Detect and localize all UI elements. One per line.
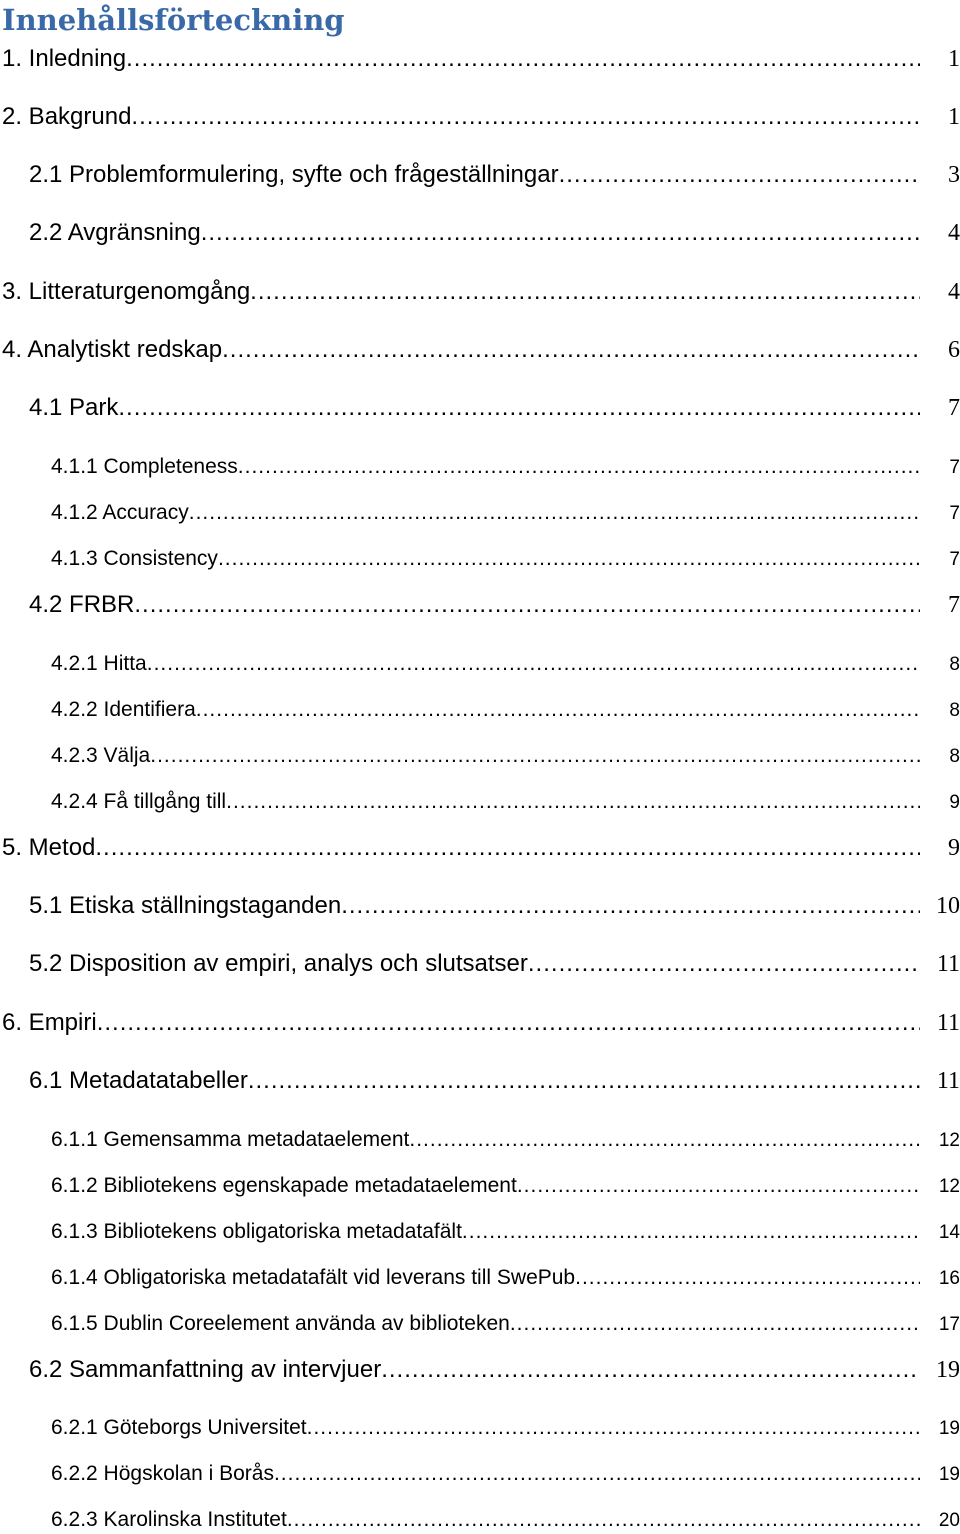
toc-title: Innehållsförteckning bbox=[2, 3, 345, 37]
toc-dot-leader bbox=[218, 546, 920, 572]
toc-dot-leader bbox=[238, 454, 920, 480]
toc-entry[interactable] bbox=[0, 697, 960, 724]
toc-dot-leader bbox=[131, 102, 920, 132]
toc-entry-page-number: 19 bbox=[938, 1464, 960, 1485]
toc-entry-label: 4. Analytiskt redskap bbox=[2, 336, 223, 363]
toc-dot-leader bbox=[97, 1008, 920, 1038]
toc-entry-label: 3. Litteraturgenomgång bbox=[2, 278, 251, 305]
toc-entry-label: 2.1 Problemformulering, syfte och frågeställningar bbox=[29, 161, 559, 188]
toc-entry-label: 6.1.4 Obligatoriska metadatafält vid leverans till SwePub bbox=[51, 1266, 576, 1289]
toc-entry-page-number: 7 bbox=[948, 395, 960, 421]
toc-dot-leader bbox=[150, 743, 920, 769]
toc-dot-leader bbox=[134, 590, 920, 620]
toc-entry-label: 1. Inledning bbox=[2, 45, 127, 72]
toc-dot-leader bbox=[341, 891, 920, 921]
toc-entry-page-number: 12 bbox=[938, 1176, 960, 1197]
toc-dot-leader bbox=[118, 393, 920, 423]
toc-entry-page-number: 6 bbox=[948, 337, 960, 363]
toc-entry-label: 6.1.1 Gemensamma metadataelement bbox=[51, 1128, 410, 1151]
toc-entry-page-number: 7 bbox=[948, 592, 960, 618]
toc-dot-leader bbox=[222, 335, 920, 365]
toc-entry-page-number: 7 bbox=[949, 503, 960, 524]
toc-entry[interactable] bbox=[0, 1311, 960, 1338]
toc-entry-page-number: 1 bbox=[948, 104, 960, 130]
toc-entry-label: 4.2.2 Identifiera bbox=[51, 698, 196, 721]
toc-dot-leader bbox=[528, 949, 920, 979]
toc-dot-leader bbox=[274, 1461, 920, 1487]
toc-entry-label: 5. Metod bbox=[2, 834, 96, 861]
toc-dot-leader bbox=[147, 651, 920, 677]
toc-entry-label: 4.1 Park bbox=[29, 394, 119, 421]
toc-entry-page-number: 17 bbox=[938, 1314, 960, 1335]
toc-entry[interactable] bbox=[0, 743, 960, 770]
toc-entry-page-number: 12 bbox=[938, 1130, 960, 1151]
toc-entry[interactable] bbox=[0, 218, 960, 248]
toc-entry-page-number: 11 bbox=[936, 1068, 960, 1094]
toc-entry-label: 4.1.2 Accuracy bbox=[51, 501, 189, 524]
toc-entry-label: 4.2.4 Få tillgång till bbox=[51, 790, 227, 813]
toc-entry[interactable] bbox=[0, 500, 960, 527]
toc-entry-label: 4.1.3 Consistency bbox=[51, 547, 218, 570]
toc-entry-label: 4.1.1 Completeness bbox=[51, 455, 238, 478]
toc-dot-leader bbox=[248, 1066, 920, 1096]
toc-entry-label: 2. Bakgrund bbox=[2, 103, 132, 130]
toc-dot-leader bbox=[201, 218, 920, 248]
toc-entry-page-number: 7 bbox=[949, 549, 960, 570]
toc-entry-page-number: 11 bbox=[936, 1010, 960, 1036]
toc-entry-label: 4.2.1 Hitta bbox=[51, 652, 147, 675]
toc-entry[interactable] bbox=[0, 891, 960, 921]
toc-entry-page-number: 9 bbox=[948, 835, 960, 861]
toc-entry[interactable] bbox=[0, 102, 960, 132]
toc-entry[interactable] bbox=[0, 335, 960, 365]
toc-entry[interactable] bbox=[0, 590, 960, 620]
toc-entry[interactable] bbox=[0, 1219, 960, 1246]
toc-entry-page-number: 10 bbox=[936, 893, 960, 919]
toc-entry-label: 4.2.3 Välja bbox=[51, 744, 151, 767]
toc-entry[interactable] bbox=[0, 1066, 960, 1096]
toc-dot-leader bbox=[307, 1415, 920, 1441]
toc-entry[interactable] bbox=[0, 1415, 960, 1442]
toc-dot-leader bbox=[559, 160, 920, 190]
toc-entry-label: 6.2.2 Högskolan i Borås bbox=[51, 1462, 274, 1485]
toc-entry[interactable] bbox=[0, 789, 960, 816]
toc-entry-page-number: 16 bbox=[938, 1268, 960, 1289]
toc-entry-label: 6.1.5 Dublin Coreelement använda av biblioteken bbox=[51, 1312, 510, 1335]
toc-entry[interactable] bbox=[0, 277, 960, 307]
toc-entry-page-number: 19 bbox=[936, 1357, 960, 1383]
toc-entry-label: 2.2 Avgränsning bbox=[29, 219, 201, 246]
toc-entry-label: 5.2 Disposition av empiri, analys och slutsatser bbox=[29, 950, 528, 977]
toc-dot-leader bbox=[510, 1311, 920, 1337]
toc-entry-page-number: 20 bbox=[938, 1510, 960, 1531]
toc-entry[interactable] bbox=[0, 454, 960, 481]
toc-entry[interactable] bbox=[0, 1173, 960, 1200]
toc-entry-page-number: 4 bbox=[948, 220, 960, 246]
toc-dot-leader bbox=[226, 789, 920, 815]
toc-entry-page-number: 8 bbox=[949, 746, 960, 767]
toc-dot-leader bbox=[196, 697, 920, 723]
toc-entry-label: 4.2 FRBR bbox=[29, 591, 135, 618]
toc-entry[interactable] bbox=[0, 651, 960, 678]
toc-entry-label: 6.2 Sammanfattning av intervjuer bbox=[29, 1356, 382, 1383]
toc-entry-label: 6.1.2 Bibliotekens egenskapade metadataelement bbox=[51, 1174, 517, 1197]
toc-entry[interactable] bbox=[0, 1127, 960, 1154]
toc-entry-page-number: 19 bbox=[938, 1418, 960, 1439]
toc-entry-page-number: 11 bbox=[936, 951, 960, 977]
toc-dot-leader bbox=[126, 44, 920, 74]
toc-entry[interactable] bbox=[0, 1461, 960, 1488]
toc-entry-page-number: 4 bbox=[948, 279, 960, 305]
toc-entry[interactable] bbox=[0, 833, 960, 863]
toc-dot-leader bbox=[250, 277, 920, 307]
toc-entry[interactable] bbox=[0, 160, 960, 190]
toc-entry-label: 6.2.3 Karolinska Institutet bbox=[51, 1508, 287, 1531]
toc-entry[interactable] bbox=[0, 1355, 960, 1385]
toc-entry-page-number: 3 bbox=[948, 162, 960, 188]
toc-entry-page-number: 1 bbox=[948, 46, 960, 72]
toc-dot-leader bbox=[287, 1507, 920, 1533]
toc-entry-label: 6. Empiri bbox=[2, 1009, 97, 1036]
toc-dot-leader bbox=[575, 1265, 920, 1291]
toc-entry-page-number: 7 bbox=[949, 457, 960, 478]
toc-entry-label: 6.1.3 Bibliotekens obligatoriska metadatafält bbox=[51, 1220, 462, 1243]
toc-entry-page-number: 8 bbox=[949, 700, 960, 721]
toc-entry[interactable] bbox=[0, 949, 960, 979]
toc-dot-leader bbox=[517, 1173, 920, 1199]
toc-entry[interactable] bbox=[0, 546, 960, 573]
toc-entry-label: 5.1 Etiska ställningstaganden bbox=[29, 892, 342, 919]
toc-entry-label: 6.2.1 Göteborgs Universitet bbox=[51, 1416, 307, 1439]
toc-dot-leader bbox=[189, 500, 920, 526]
toc-entry-page-number: 8 bbox=[949, 654, 960, 675]
toc-dot-leader bbox=[409, 1127, 920, 1153]
toc-entry-label: 6.1 Metadatatabeller bbox=[29, 1067, 248, 1094]
toc-entry-page-number: 9 bbox=[949, 792, 960, 813]
toc-dot-leader bbox=[381, 1355, 920, 1385]
toc-entry[interactable] bbox=[0, 1008, 960, 1038]
toc-entry-page-number: 14 bbox=[938, 1222, 960, 1243]
toc-dot-leader bbox=[95, 833, 920, 863]
toc-entry[interactable] bbox=[0, 393, 960, 423]
toc-entry[interactable] bbox=[0, 1265, 960, 1292]
toc-entry[interactable] bbox=[0, 44, 960, 74]
toc-dot-leader bbox=[462, 1219, 920, 1245]
